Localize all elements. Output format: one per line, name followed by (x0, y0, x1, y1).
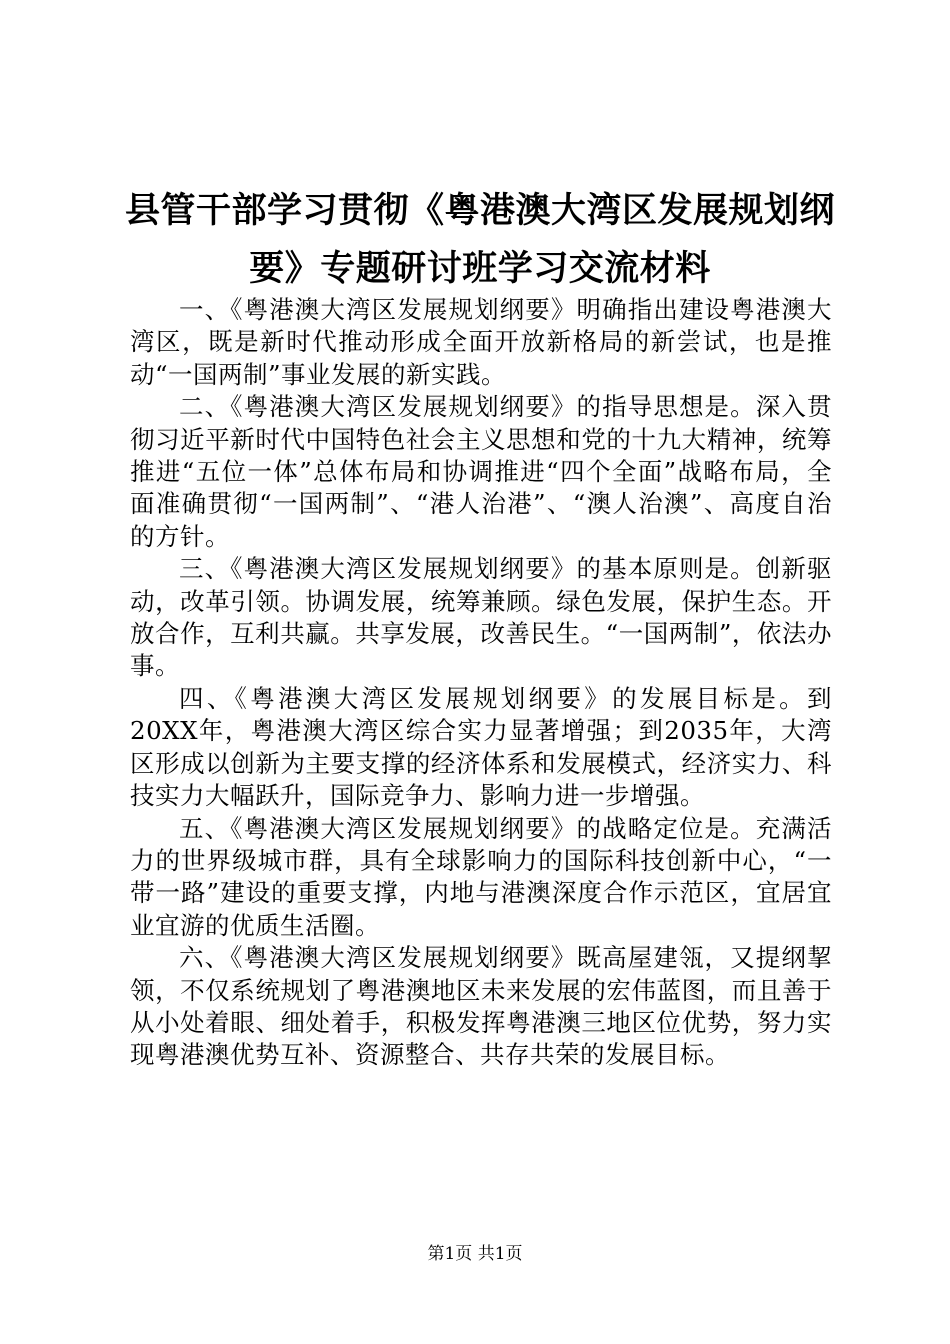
document-body (130, 294, 832, 1072)
paragraph-3: 三、《粤港澳大湾区发展规划纲要》的基本原则是。创新驱动，改革引领。协调发展，统筹兼顾。绿色发展，保护生态。开放合作，互利共赢。共享发展，改善民生。“一国两制”，依法办事。 (130, 554, 832, 681)
paragraph-5: 五、《粤港澳大湾区发展规划纲要》的战略定位是。充满活力的世界级城市群，具有全球影响力的国际科技创新中心，“一带一路”建设的重要支撑，内地与港澳深度合作示范区，宜居宜业宜游的优质生活圈。 (130, 813, 832, 940)
document-title: 县管干部学习贯彻《粤港澳大湾区发展规划纲要》专题研讨班学习交流材料 (124, 191, 835, 289)
paragraph-4: 四、《粤港澳大湾区发展规划纲要》的发展目标是。到20XX年，粤港澳大湾区综合实力显著增强；到2035年，大湾区形成以创新为主要支撑的经济体系和发展模式，经济实力、科技实力大幅跃升，国际竞争力、影响力进一步增强。 (130, 683, 832, 811)
page-number-footer: 第1页 共1页 (427, 1244, 523, 1264)
paragraph-2: 二、《粤港澳大湾区发展规划纲要》的指导思想是。深入贯彻习近平新时代中国特色社会主义思想和党的十九大精神，统筹推进“五位一体”总体布局和协调推进“四个全面”战略布局，全面准确贯彻“一国两制”、“港人治港”、“澳人治澳”、高度自治的方针。 (130, 392, 832, 551)
paragraph-1: 一、《粤港澳大湾区发展规划纲要》明确指出建设粤港澳大湾区，既是新时代推动形成全面开放新格局的新尝试，也是推动“一国两制”事业发展的新实践。 (130, 295, 832, 389)
paragraph-6: 六、《粤港澳大湾区发展规划纲要》既高屋建瓴，又提纲挈领，不仅系统规划了粤港澳地区未来发展的宏伟蓝图，而且善于从小处着眼、细处着手，积极发挥粤港澳三地区位优势，努力实现粤港澳优势互补、资源整合、共存共荣的发展目标。 (130, 943, 832, 1070)
